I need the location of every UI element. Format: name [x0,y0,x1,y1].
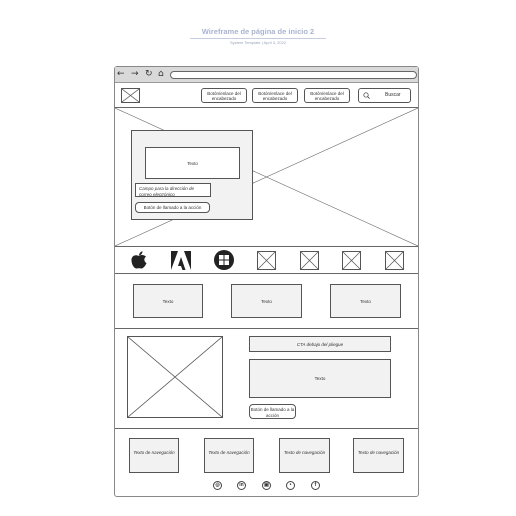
search-label: Buscar [385,92,401,98]
header-link-2[interactable]: Botón/enlace del encabezado [252,88,298,103]
hero-text-box [145,147,240,179]
camera-icon[interactable]: ▣ [262,481,271,490]
logo-placeholder [300,251,319,270]
footer-nav-link-4[interactable]: Texto de navegación [353,438,404,473]
title-underline [190,38,326,39]
feature-text-box-2: Texto [231,284,302,318]
features-divider [115,328,418,329]
arrow-right-icon[interactable]: → [131,69,139,79]
logo-placeholder [257,251,276,270]
header-link-3[interactable]: Botón/enlace del encabezado [304,88,350,103]
arrow-left-icon[interactable]: ← [117,69,125,79]
feature-text-box-3: Texto [330,284,401,318]
logo-placeholder [385,251,404,270]
feature-text-box-1: Texto [133,284,203,318]
page-subtitle: System Template | April 3, 2022 [229,40,287,45]
page-title: Wireframe de página de inicio 2 [201,27,315,36]
footer-nav-link-1[interactable]: Texto de navegación [129,438,179,473]
adobe-logo-icon [171,251,191,270]
cta-image-placeholder [127,336,223,418]
logo-placeholder[interactable] [121,88,140,103]
cta-button[interactable]: Botón de llamado a la acción [249,404,296,419]
search-icon [363,92,370,99]
address-bar[interactable] [170,71,417,79]
windows-logo-icon [214,250,234,270]
cta-text-box: Texto [249,359,391,398]
apple-logo-icon [129,250,149,270]
hero-divider [115,246,418,247]
logos-divider [115,273,418,274]
twitter-icon[interactable]: • [286,481,295,490]
hero-text: Texto [187,161,198,166]
home-icon[interactable]: ⌂ [158,69,164,79]
instagram-icon[interactable]: ◎ [213,481,222,490]
footer-nav-link-2[interactable]: Texto de navegación [204,438,254,473]
email-field[interactable]: Campo para la dirección de correo electrónico [135,183,211,197]
footer-nav-link-3[interactable]: Texto de navegación [279,438,330,473]
logo-placeholder [342,251,361,270]
hero-cta-button[interactable]: Botón de llamado a la acción [135,202,210,213]
reload-icon[interactable]: ↻ [145,69,153,79]
facebook-icon[interactable]: f [311,481,320,490]
cta-heading: CTA debajo del pliegue [249,336,391,352]
header-link-1[interactable]: Botón/enlace del encabezado [201,88,247,103]
cta-divider [115,428,418,429]
linkedin-icon[interactable]: in [237,481,246,490]
search-box[interactable] [358,88,411,103]
